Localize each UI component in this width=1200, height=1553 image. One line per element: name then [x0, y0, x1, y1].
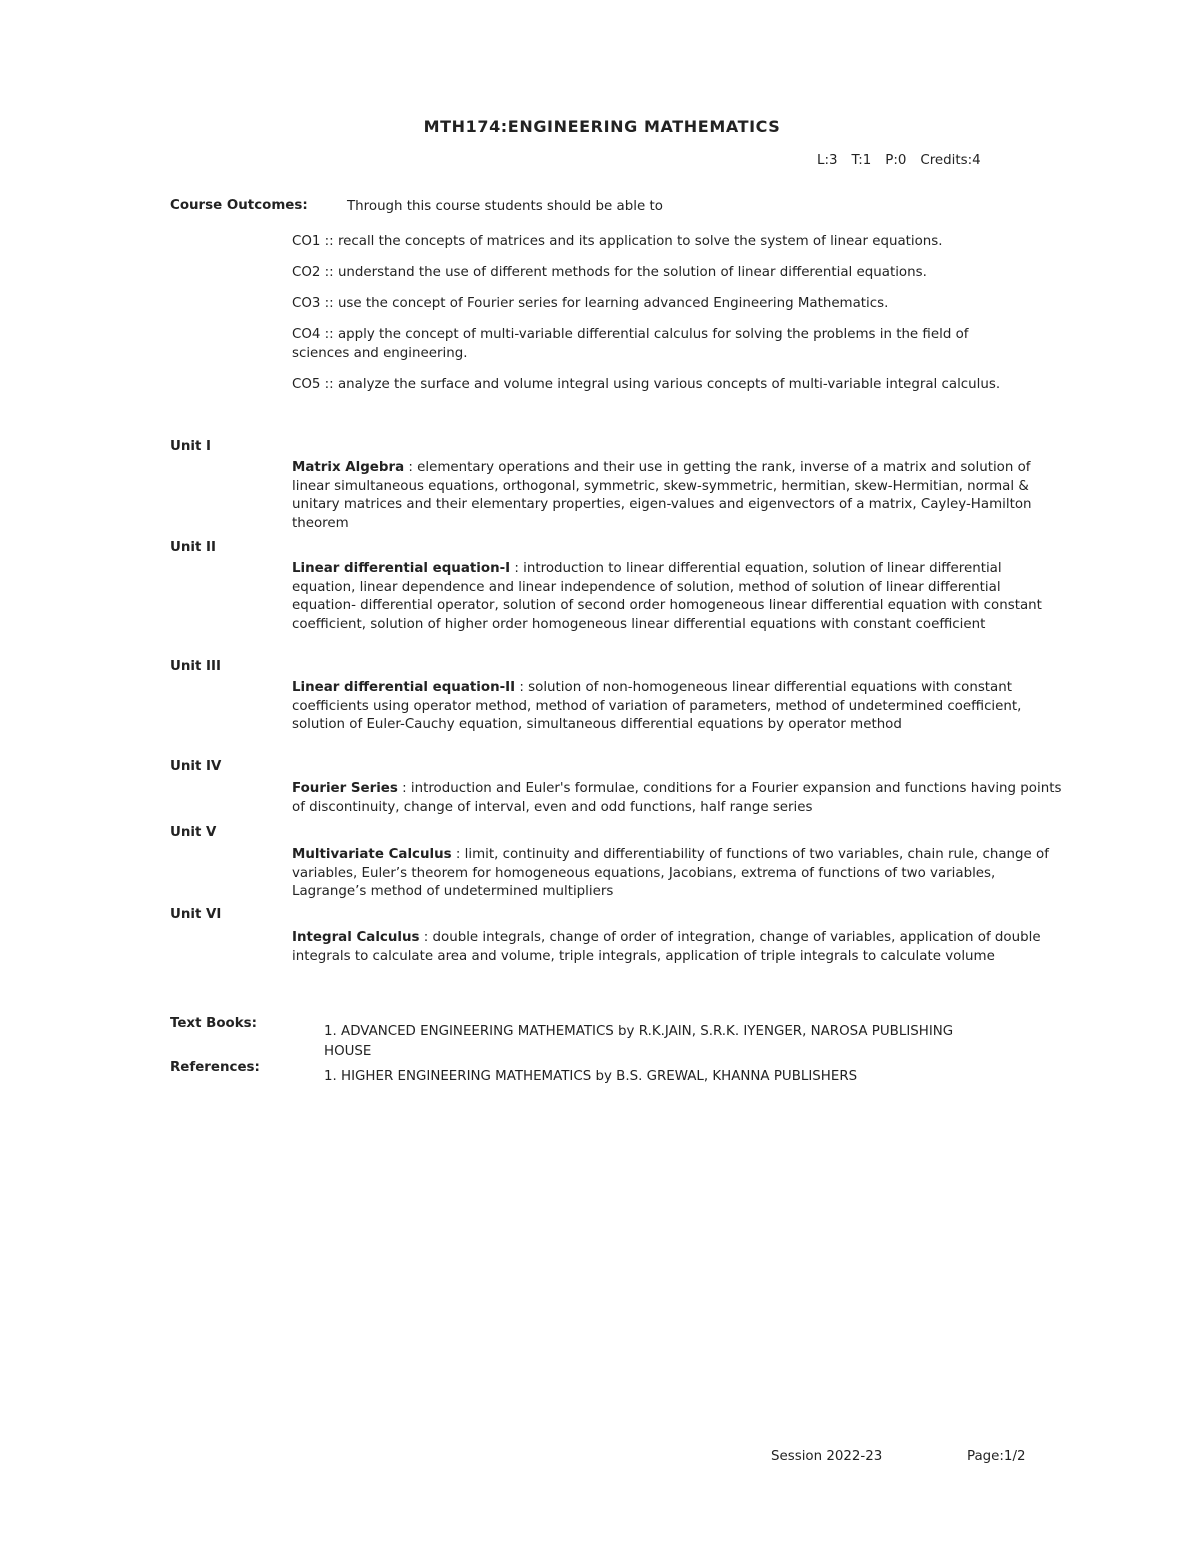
- unit-3-label: Unit III: [170, 659, 222, 674]
- unit-1-separator: :: [404, 460, 418, 475]
- unit-5-text: limit, continuity and differentiability of functions of two variables, chain rule, change of variables, Euler’s theorem for homogeneous equations, Jacobians, extrema of functions of two variables, Lagrange’s method of undetermined multipliers: [292, 847, 1049, 899]
- unit-2-heading: Linear differential equation-I: [292, 561, 511, 576]
- unit-3-heading: Linear differential equation-II: [292, 680, 516, 695]
- unit-6-content: [292, 929, 1062, 966]
- unit-4-heading: Fourier Series: [292, 781, 398, 796]
- credits: Credits:4: [920, 153, 981, 168]
- unit-2-label: Unit II: [170, 540, 217, 555]
- credit-structure: [817, 153, 981, 168]
- course-outcome-1: CO1 :: recall the concepts of matrices and its application to solve the system of linear equations.: [292, 234, 943, 249]
- text-book-1: 1. ADVANCED ENGINEERING MATHEMATICS by R.K.JAIN, S.R.K. IYENGER, NAROSA PUBLISHING HOUSE: [324, 1024, 954, 1059]
- footer-session: Session 2022-23: [771, 1449, 883, 1464]
- unit-4-content: [292, 780, 1062, 817]
- unit-1-text: elementary operations and their use in getting the rank, inverse of a matrix and solution of linear simultaneous equations, orthogonal, symmetric, skew-symmetric, hermitian, skew-Hermitian, normal & unitary matrices and their elementary properties, eigen-values and eigenvectors of a matrix, Cayley-Hamilton theorem: [292, 460, 1032, 531]
- unit-6-label: Unit VI: [170, 907, 222, 922]
- unit-5-separator: :: [451, 847, 465, 862]
- course-outcomes-intro: Through this course students should be able to: [347, 199, 663, 214]
- course-outcome-5: CO5 :: analyze the surface and volume integral using various concepts of multi-variable integral calculus.: [292, 376, 1001, 392]
- unit-4-text: introduction and Euler's formulae, conditions for a Fourier expansion and functions having points of discontinuity, change of interval, even and odd functions, half range series: [292, 781, 1062, 815]
- unit-5-label: Unit V: [170, 825, 217, 840]
- unit-1-heading: Matrix Algebra: [292, 460, 405, 475]
- unit-6-heading: Integral Calculus: [292, 930, 420, 945]
- unit-3-text: solution of non-homogeneous linear differential equations with constant coefficients using operator method, method of variation of parameters, method of undetermined coefficient, solution of Euler-Cauchy equation, simultaneous differential equations by operator method: [292, 680, 1022, 732]
- footer-page-number: Page:1/2: [967, 1449, 1026, 1464]
- practical-hours: P:0: [885, 153, 907, 168]
- text-books-label: Text Books:: [170, 1016, 257, 1031]
- unit-1-label: Unit I: [170, 439, 212, 454]
- lecture-hours: L:3: [817, 153, 838, 168]
- course-outcome-2: CO2 :: understand the use of different methods for the solution of linear differential equations.: [292, 265, 927, 280]
- unit-6-text: double integrals, change of order of integration, change of variables, application of double integrals to calculate area and volume, triple integrals, application of triple integrals to calculate volume: [292, 930, 1041, 964]
- course-outcome-3: CO3 :: use the concept of Fourier series for learning advanced Engineering Mathematics.: [292, 296, 889, 311]
- course-outcomes-list: [292, 233, 1032, 407]
- unit-5-heading: Multivariate Calculus: [292, 847, 452, 862]
- unit-3-separator: :: [515, 680, 529, 695]
- unit-4-separator: :: [397, 781, 411, 796]
- unit-6-separator: :: [419, 930, 433, 945]
- unit-5-content: [292, 846, 1062, 902]
- unit-4-label: Unit IV: [170, 759, 222, 774]
- page-title: MTH174:ENGINEERING MATHEMATICS: [423, 117, 781, 136]
- unit-1-content: [292, 459, 1062, 533]
- course-outcome-4: CO4 :: apply the concept of multi-variable differential calculus for solving the problems in the field of sciences and engineering.: [292, 327, 969, 361]
- references-label: References:: [170, 1060, 260, 1075]
- unit-3-content: [292, 679, 1042, 735]
- unit-2-separator: :: [510, 561, 524, 576]
- unit-2-content: [292, 560, 1062, 634]
- course-outcomes-label: Course Outcomes:: [170, 198, 308, 213]
- reference-1: 1. HIGHER ENGINEERING MATHEMATICS by B.S. GREWAL, KHANNA PUBLISHERS: [324, 1069, 858, 1084]
- unit-2-text: introduction to linear differential equation, solution of linear differential equation, linear dependence and linear independence of solution, method of solution of linear differential equation- differential operator, solution of second order homogeneous linear differential equation with constant coefficient, solution of higher order homogeneous linear differential equations with constant coefficient: [292, 561, 1042, 632]
- tutorial-hours: T:1: [851, 153, 872, 168]
